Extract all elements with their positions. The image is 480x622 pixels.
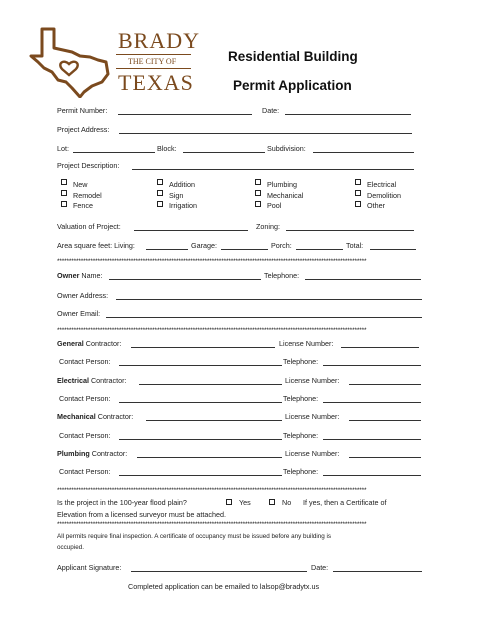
plumbing-contact-field[interactable] bbox=[119, 475, 282, 476]
plumbing-bold: Plumbing bbox=[57, 449, 90, 458]
plumbing-license-label: License Number: bbox=[285, 449, 340, 458]
general-telephone-field[interactable] bbox=[323, 365, 421, 366]
owner-name-label bbox=[57, 271, 103, 280]
new-label: New bbox=[73, 180, 88, 189]
project-address-field[interactable] bbox=[119, 133, 412, 134]
inspection-note: All permits require final inspection. A certificate of occupancy must be issued before any building is bbox=[57, 533, 332, 540]
mechanical-contractor-field[interactable] bbox=[146, 420, 282, 421]
logo-the-city-of: THE CITY OF bbox=[128, 57, 177, 66]
flood-question: Is the project in the 100-year flood plain? bbox=[57, 498, 187, 507]
general-contractor-label bbox=[57, 339, 121, 348]
date-label: Date: bbox=[262, 106, 280, 115]
general-bold: General bbox=[57, 339, 84, 348]
owner-address-field[interactable] bbox=[116, 299, 422, 300]
texas-outline-icon bbox=[28, 26, 110, 98]
electrical-contact-label: Contact Person: bbox=[59, 394, 111, 403]
plumbing-checkbox[interactable] bbox=[255, 179, 261, 185]
flood-note-2: Elevation from a licensed surveyor must be attached. bbox=[57, 510, 226, 519]
mechanical-contractor-label bbox=[57, 412, 133, 421]
zoning-label: Zoning: bbox=[256, 222, 280, 231]
general-contact-label: Contact Person: bbox=[59, 357, 111, 366]
general-telephone-label: Telephone: bbox=[283, 357, 319, 366]
electrical-license-field[interactable] bbox=[349, 384, 421, 385]
logo-texas: TEXAS bbox=[118, 70, 194, 95]
electrical-contact-field[interactable] bbox=[119, 402, 282, 403]
logo-brady: BRADY bbox=[118, 28, 201, 53]
other-label: Other bbox=[367, 201, 385, 210]
owner-email-field[interactable] bbox=[106, 317, 422, 318]
subdivision-label: Subdivision: bbox=[267, 144, 306, 153]
area-living-label: Area square feet: Living: bbox=[57, 241, 135, 250]
mechanical-license-label: License Number: bbox=[285, 412, 340, 421]
mechanical-contact-field[interactable] bbox=[119, 439, 282, 440]
flood-no-label: No bbox=[282, 498, 292, 507]
separator-3: ********************************************************************************************************************************** bbox=[57, 487, 367, 494]
flood-no-checkbox[interactable] bbox=[269, 499, 275, 505]
addition-checkbox[interactable] bbox=[157, 179, 163, 185]
valuation-label: Valuation of Project: bbox=[57, 222, 121, 231]
signature-field[interactable] bbox=[131, 571, 307, 572]
date-field[interactable] bbox=[285, 114, 411, 115]
general-contact-field[interactable] bbox=[119, 365, 282, 366]
irrigation-label: Irrigation bbox=[169, 201, 197, 210]
electrical-telephone-label: Telephone: bbox=[283, 394, 319, 403]
separator-4: ********************************************************************************************************************************** bbox=[57, 521, 367, 528]
plumbing-label: Plumbing bbox=[267, 180, 297, 189]
sign-checkbox[interactable] bbox=[157, 190, 163, 196]
total-label: Total: bbox=[346, 241, 364, 250]
remodel-label: Remodel bbox=[73, 191, 102, 200]
plumbing-contractor-field[interactable] bbox=[137, 457, 282, 458]
plumbing-contractor-label bbox=[57, 449, 127, 458]
electrical-contractor-label bbox=[57, 376, 127, 385]
signature-label: Applicant Signature: bbox=[57, 563, 122, 572]
new-checkbox[interactable] bbox=[61, 179, 67, 185]
separator-2: ********************************************************************************************************************************** bbox=[57, 327, 367, 334]
porch-label: Porch: bbox=[271, 241, 292, 250]
owner-bold: Owner bbox=[57, 271, 80, 280]
pool-checkbox[interactable] bbox=[255, 201, 261, 207]
electrical-contractor-field[interactable] bbox=[139, 384, 282, 385]
owner-telephone-label: Telephone: bbox=[264, 271, 300, 280]
electrical-license-label: License Number: bbox=[285, 376, 340, 385]
mechanical-label: Mechanical bbox=[267, 191, 304, 200]
owner-name-field[interactable] bbox=[109, 279, 261, 280]
demolition-label: Demolition bbox=[367, 191, 401, 200]
fence-label: Fence bbox=[73, 201, 93, 210]
electrical-checkbox[interactable] bbox=[355, 179, 361, 185]
block-label: Block: bbox=[157, 144, 177, 153]
separator-1: ********************************************************************************************************************************** bbox=[57, 258, 367, 265]
permit-number-label: Permit Number: bbox=[57, 106, 108, 115]
demolition-checkbox[interactable] bbox=[355, 190, 361, 196]
garage-field[interactable] bbox=[221, 249, 268, 250]
signature-date-label: Date: bbox=[311, 563, 329, 572]
city-logo bbox=[28, 26, 201, 98]
form-title-line1: Residential Building bbox=[228, 49, 358, 64]
plumbing-license-field[interactable] bbox=[349, 457, 421, 458]
valuation-field[interactable] bbox=[134, 230, 248, 231]
irrigation-checkbox[interactable] bbox=[157, 201, 163, 207]
lot-label: Lot: bbox=[57, 144, 69, 153]
project-description-label: Project Description: bbox=[57, 161, 120, 170]
general-license-field[interactable] bbox=[341, 347, 419, 348]
inspection-note-2: occupied. bbox=[57, 544, 84, 551]
owner-name-text: Name: bbox=[79, 271, 103, 280]
addition-label: Addition bbox=[169, 180, 195, 189]
mechanical-bold: Mechanical bbox=[57, 412, 96, 421]
block-field[interactable] bbox=[183, 152, 265, 153]
general-contractor-text: Contractor: bbox=[83, 339, 122, 348]
sign-label: Sign bbox=[169, 191, 184, 200]
permit-number-field[interactable] bbox=[118, 114, 252, 115]
electrical-contractor-text: Contractor: bbox=[88, 376, 127, 385]
flood-yes-label: Yes bbox=[239, 498, 251, 507]
email-note: Completed application can be emailed to lalsop@bradytx.us bbox=[128, 582, 320, 591]
general-license-label: License Number: bbox=[279, 339, 334, 348]
mechanical-checkbox[interactable] bbox=[255, 190, 261, 196]
lot-field[interactable] bbox=[73, 152, 155, 153]
project-address-label: Project Address: bbox=[57, 125, 110, 134]
plumbing-telephone-field[interactable] bbox=[323, 475, 421, 476]
plumbing-telephone-label: Telephone: bbox=[283, 467, 319, 476]
area-living-field[interactable] bbox=[146, 249, 188, 250]
flood-yes-checkbox[interactable] bbox=[226, 499, 232, 505]
fence-checkbox[interactable] bbox=[61, 201, 67, 207]
pool-label: Pool bbox=[267, 201, 282, 210]
electrical-bold: Electrical bbox=[57, 376, 89, 385]
other-checkbox[interactable] bbox=[355, 201, 361, 207]
project-description-field[interactable] bbox=[132, 169, 414, 170]
garage-label: Garage: bbox=[191, 241, 217, 250]
electrical-telephone-field[interactable] bbox=[323, 402, 421, 403]
general-contractor-field[interactable] bbox=[131, 347, 275, 348]
owner-email-label: Owner Email: bbox=[57, 309, 101, 318]
logo-divider-top bbox=[116, 54, 191, 55]
subdivision-field[interactable] bbox=[313, 152, 414, 153]
logo-divider-bottom bbox=[116, 68, 191, 69]
mechanical-contact-label: Contact Person: bbox=[59, 431, 111, 440]
porch-field[interactable] bbox=[296, 249, 343, 250]
mechanical-telephone-field[interactable] bbox=[323, 439, 421, 440]
mechanical-license-field[interactable] bbox=[349, 420, 421, 421]
mechanical-contractor-text: Contractor: bbox=[95, 412, 134, 421]
form-title-line2: Permit Application bbox=[233, 78, 352, 93]
owner-address-label: Owner Address: bbox=[57, 291, 109, 300]
total-field[interactable] bbox=[370, 249, 416, 250]
plumbing-contractor-text: Contractor: bbox=[89, 449, 128, 458]
signature-date-field[interactable] bbox=[333, 571, 422, 572]
flood-note: If yes, then a Certificate of bbox=[303, 498, 387, 507]
remodel-checkbox[interactable] bbox=[61, 190, 67, 196]
plumbing-contact-label: Contact Person: bbox=[59, 467, 111, 476]
zoning-field[interactable] bbox=[286, 230, 414, 231]
mechanical-telephone-label: Telephone: bbox=[283, 431, 319, 440]
owner-telephone-field[interactable] bbox=[305, 279, 421, 280]
electrical-label: Electrical bbox=[367, 180, 397, 189]
